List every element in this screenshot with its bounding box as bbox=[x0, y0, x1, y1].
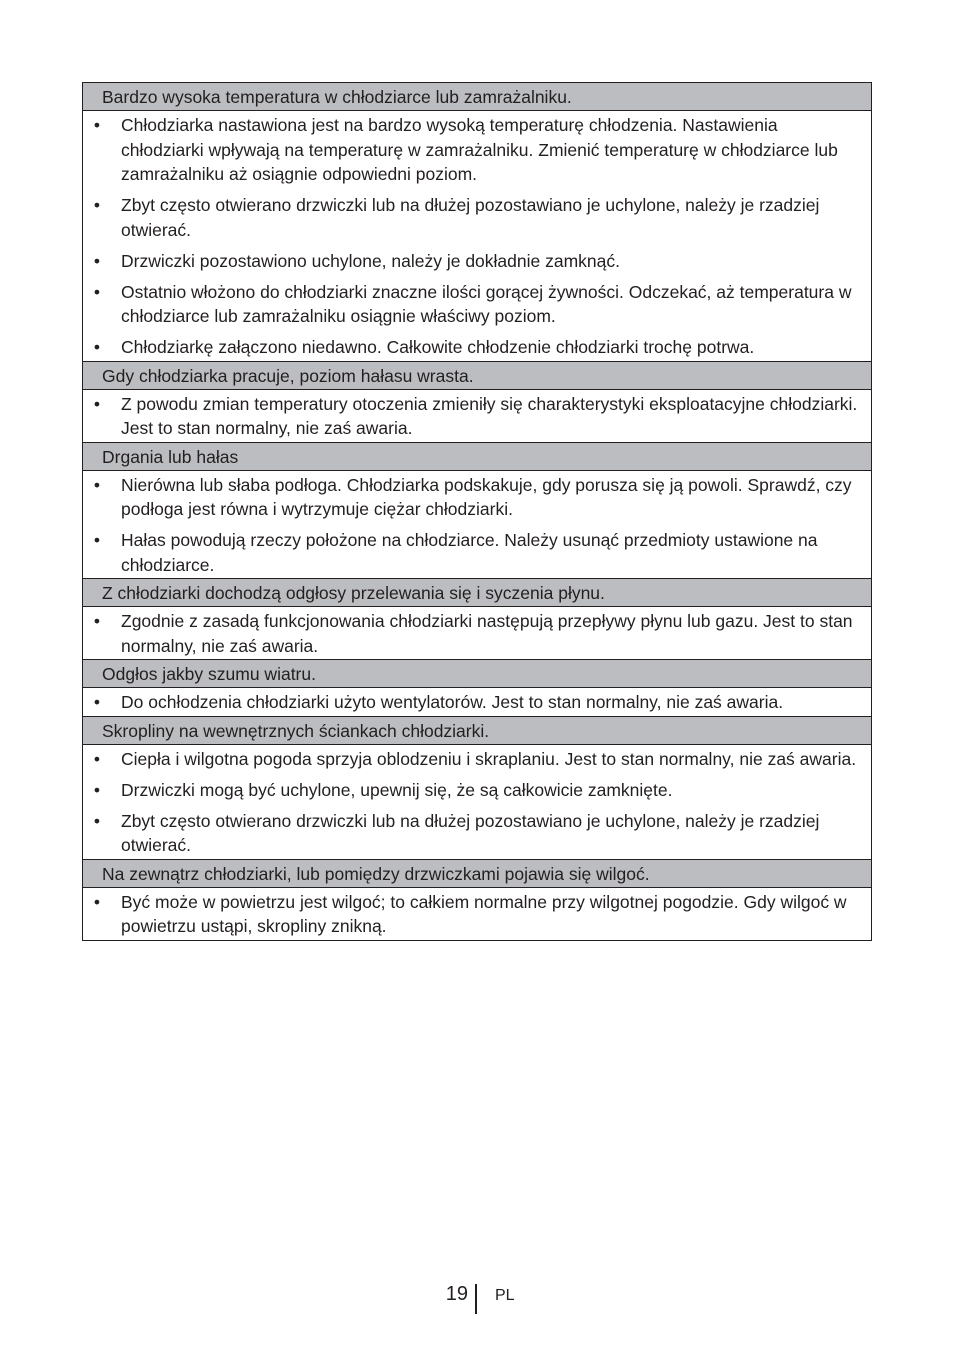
bullet-icon: • bbox=[93, 281, 101, 302]
list-item bbox=[83, 473, 863, 522]
list-item bbox=[83, 609, 863, 658]
section-heading: Gdy chłodziarka pracuje, poziom hałasu wrasta. bbox=[83, 361, 871, 390]
bullet-icon: • bbox=[93, 810, 101, 831]
item-text: Z powodu zmian temperatury otoczenia zmieniły się charakterystyki eksploatacyjne chłodziarki. Jest to stan normalny, nie zaś awaria. bbox=[121, 393, 858, 438]
section-body bbox=[83, 607, 871, 659]
section-body bbox=[83, 745, 871, 859]
bullet-icon: • bbox=[93, 530, 101, 550]
item-text: Drzwiczki mogą być uchylone, upewnij się, że są całkowicie zamknięte. bbox=[121, 779, 673, 800]
bullet-icon: • bbox=[93, 195, 101, 215]
bullet-icon: • bbox=[93, 748, 101, 769]
section-heading: Bardzo wysoka temperatura w chłodziarce lub zamrażalniku. bbox=[83, 83, 871, 111]
bullet-icon: • bbox=[93, 611, 101, 631]
item-text: Zbyt często otwierano drzwiczki lub na dłużej pozostawiano je uchylone, należy je rzadziej otwierać. bbox=[121, 810, 820, 855]
item-text: Hałas powodują rzeczy położone na chłodziarce. Należy usunąć przedmioty ustawione na chłodziarce. bbox=[121, 530, 818, 575]
bullet-icon: • bbox=[93, 692, 101, 712]
bullet-icon: • bbox=[93, 474, 101, 495]
bullet-icon: • bbox=[93, 115, 101, 135]
section-heading: Odgłos jakby szumu wiatru. bbox=[83, 659, 871, 688]
section-body bbox=[83, 688, 871, 716]
page-number: 19 bbox=[445, 1283, 468, 1305]
list-item bbox=[83, 809, 863, 858]
list-item bbox=[83, 890, 863, 939]
section-body bbox=[83, 471, 871, 579]
footer-divider bbox=[475, 1284, 477, 1314]
list-item bbox=[83, 335, 863, 360]
list-item bbox=[83, 193, 863, 242]
section-heading: Drgania lub hałas bbox=[83, 442, 871, 471]
troubleshooting-table bbox=[82, 82, 872, 941]
item-text: Ostatnio włożono do chłodziarki znaczne ilości gorącej żywności. Odczekać, aż temperatura w chłodziarce lub zamrażalniku osiągnie właściwy poziom. bbox=[121, 281, 852, 326]
list-item bbox=[83, 528, 863, 577]
page-footer bbox=[0, 1280, 954, 1316]
item-text: Zgodnie z zasadą funkcjonowania chłodziarki następują przepływy płynu lub gazu. Jest to stan normalny, nie zaś awaria. bbox=[121, 611, 853, 656]
bullet-icon: • bbox=[93, 891, 101, 912]
section-body bbox=[83, 888, 871, 940]
bullet-icon: • bbox=[93, 393, 101, 414]
list-item bbox=[83, 280, 863, 329]
item-text: Być może w powietrzu jest wilgoć; to całkiem normalne przy wilgotnej pogodzie. Gdy wilgoć w powietrzu ustąpi, skropliny znikną. bbox=[121, 891, 847, 936]
list-item bbox=[83, 778, 863, 803]
item-text: Chłodziarka nastawiona jest na bardzo wysoką temperaturę chłodzenia. Nastawienia chłodziarki wpływają na temperaturę w zamrażalniku. Zmienić temperaturę w chłodziarce lub zamrażalniku aż osiągnie odpowiedni poziom. bbox=[121, 115, 838, 184]
list-item bbox=[83, 392, 863, 441]
item-text: Do ochłodzenia chłodziarki użyto wentylatorów. Jest to stan normalny, nie zaś awaria. bbox=[121, 692, 784, 712]
section-heading: Na zewnątrz chłodziarki, lub pomiędzy drzwiczkami pojawia się wilgoć. bbox=[83, 859, 871, 888]
item-text: Chłodziarkę załączono niedawno. Całkowite chłodzenie chłodziarki trochę potrwa. bbox=[121, 337, 755, 357]
list-item bbox=[83, 690, 863, 715]
list-item bbox=[83, 249, 863, 274]
bullet-icon: • bbox=[93, 337, 101, 357]
list-item bbox=[83, 113, 863, 187]
item-text: Drzwiczki pozostawiono uchylone, należy je dokładnie zamknąć. bbox=[121, 250, 620, 271]
section-heading: Z chłodziarki dochodzą odgłosy przelewania się i syczenia płynu. bbox=[83, 578, 871, 607]
section-body bbox=[83, 390, 871, 442]
item-text: Ciepła i wilgotna pogoda sprzyja oblodzeniu i skraplaniu. Jest to stan normalny, nie zaś awaria. bbox=[121, 748, 857, 769]
bullet-icon: • bbox=[93, 250, 101, 271]
section-heading: Skropliny na wewnętrznych ściankach chłodziarki. bbox=[83, 716, 871, 745]
language-code: PL bbox=[495, 1287, 515, 1304]
section-body bbox=[83, 111, 871, 361]
item-text: Zbyt często otwierano drzwiczki lub na dłużej pozostawiano je uchylone, należy je rzadziej otwierać. bbox=[121, 195, 820, 240]
bullet-icon: • bbox=[93, 779, 101, 800]
item-text: Nierówna lub słaba podłoga. Chłodziarka podskakuje, gdy porusza się ją powoli. Sprawdź, czy podłoga jest równa i wytrzymuje ciężar chłodziarki. bbox=[121, 474, 852, 519]
list-item bbox=[83, 747, 863, 772]
